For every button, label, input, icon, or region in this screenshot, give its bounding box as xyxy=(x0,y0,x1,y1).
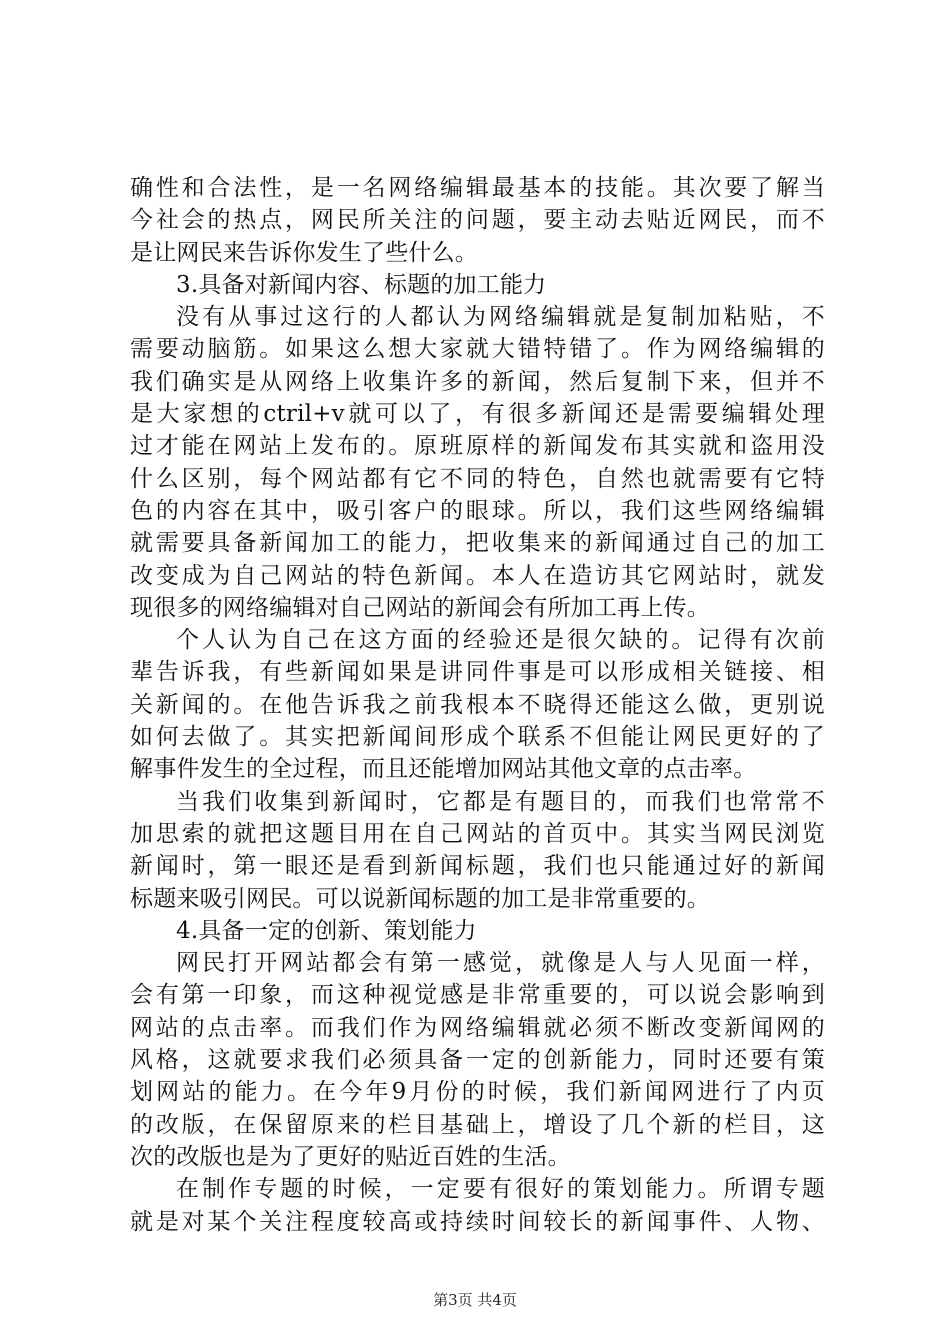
text-line: 现很多的网络编辑对自己网站的新闻会有所加工再上传。 xyxy=(130,594,710,621)
section-heading: 4.具备一定的创新、策划能力 xyxy=(176,917,477,944)
text-line: 标题来吸引网民。可以说新闻标题的加工是非常重要的。 xyxy=(130,885,710,912)
text-line: 色的内容在其中，吸引客户的眼球。所以，我们这些网络编辑 xyxy=(130,497,825,524)
text-line: 需要动脑筋。如果这么想大家就大错特错了。作为网络编辑的 xyxy=(130,336,825,363)
text-line: 个人认为自己在这方面的经验还是很欠缺的。记得有次前 xyxy=(176,627,825,654)
text-line: 会有第一印象，而这种视觉感是非常重要的，可以说会影响到 xyxy=(130,982,825,1009)
text-line: 如何去做了。其实把新闻间形成个联系不但能让网民更好的了 xyxy=(130,724,825,751)
section-heading: 3.具备对新闻内容、标题的加工能力 xyxy=(176,271,547,298)
text-line: 网民打开网站都会有第一感觉，就像是人与人见面一样， xyxy=(176,950,825,977)
text-line: 过才能在网站上发布的。原班原样的新闻发布其实就和盗用没 xyxy=(130,433,825,460)
body-text xyxy=(130,172,825,1238)
text-line: 当我们收集到新闻时，它都是有题目的，而我们也常常不 xyxy=(176,788,825,815)
text-line: 的改版，在保留原来的栏目基础上，增设了几个新的栏目，这 xyxy=(130,1111,825,1138)
text-line: 是让网民来告诉你发生了些什么。 xyxy=(130,239,478,266)
text-line: 改变成为自己网站的特色新闻。本人在造访其它网站时，就发 xyxy=(130,562,825,589)
text-line: 确性和合法性，是一名网络编辑最基本的技能。其次要了解当 xyxy=(130,175,825,201)
text-line: 新闻时，第一眼还是看到新闻标题，我们也只能通过好的新闻 xyxy=(130,853,825,880)
text-line: 网站的点击率。而我们作为网络编辑就必须不断改变新闻网的 xyxy=(130,1014,825,1041)
text-line: 次的改版也是为了更好的贴近百姓的生活。 xyxy=(130,1143,571,1170)
text-line: 解事件发生的全过程，而且还能增加网站其他文章的点击率。 xyxy=(130,756,757,783)
text-line: 我们确实是从网络上收集许多的新闻，然后复制下来，但并不 xyxy=(130,368,825,395)
text-line: 风格，这就要求我们必须具备一定的创新能力，同时还要有策 xyxy=(130,1047,825,1074)
text-line: 是大家想的ctril+v就可以了，有很多新闻还是需要编辑处理 xyxy=(130,401,825,428)
text-line: 划网站的能力。在今年9月份的时候，我们新闻网进行了内页 xyxy=(130,1079,825,1106)
text-line: 辈告诉我，有些新闻如果是讲同件事是可以形成相关链接、相 xyxy=(130,659,825,686)
text-line: 在制作专题的时候，一定要有很好的策划能力。所谓专题 xyxy=(176,1176,825,1203)
text-line: 就需要具备新闻加工的能力，把收集来的新闻通过自己的加工 xyxy=(130,530,825,557)
text-line: 没有从事过这行的人都认为网络编辑就是复制加粘贴，不 xyxy=(176,304,825,331)
text-line: 什么区别，每个网站都有它不同的特色，自然也就需要有它特 xyxy=(130,465,825,492)
text-line: 就是对某个关注程度较高或持续时间较长的新闻事件、人物、 xyxy=(130,1208,825,1235)
text-line: 加思索的就把这题目用在自己网站的首页中。其实当网民浏览 xyxy=(130,820,825,847)
page-footer: 第3页 共4页 xyxy=(433,1291,517,1309)
text-line: 关新闻的。在他告诉我之前我根本不晓得还能这么做，更别说 xyxy=(130,691,825,718)
text-line: 今社会的热点，网民所关注的问题，要主动去贴近网民，而不 xyxy=(130,207,825,234)
